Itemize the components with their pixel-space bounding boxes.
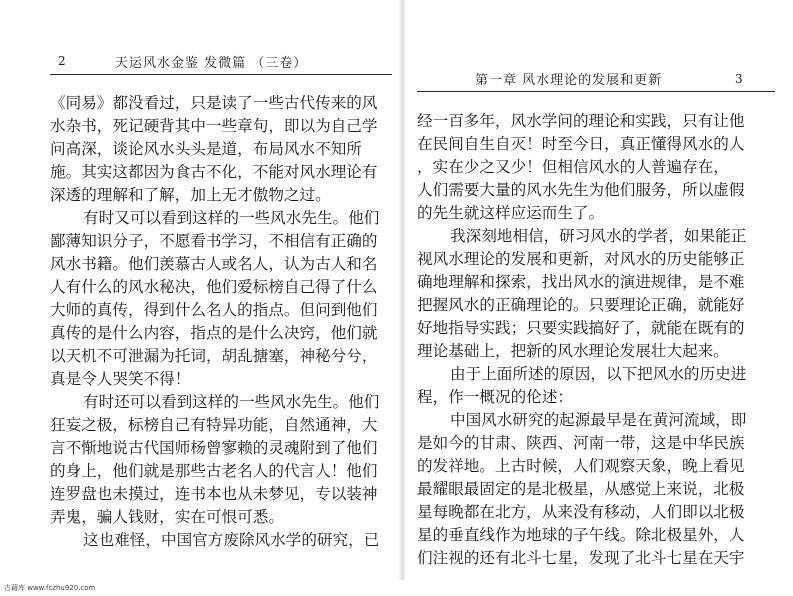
right-header-rule [417, 91, 775, 92]
text-line: 水杂书，死记硬背其中一些章句，即以为自己学 [50, 117, 378, 135]
text-line: 星的垂直线作为地球的子午线。除北极星外，人 [417, 526, 745, 544]
text-line: 经一百多年，风水学问的理论和实践，只有让他 [417, 112, 745, 130]
text-line: 弄鬼，骗人钱财，实在可恨可悉。 [50, 508, 284, 526]
text-line: 好地指导实践；只要实践搞好了，就能在既有的 [417, 319, 745, 337]
text-line: 视风水理论的发展和更新，对风水的历史能够正 [417, 250, 745, 268]
text-line: 星每晚都在北方，从来没有移动，人们即以北极 [417, 503, 745, 521]
text-line: 鄙薄知识分子，不愿看书学习，不相信有正确的 [50, 232, 378, 250]
left-running-head: 天运风水金鉴 发微篇 （三卷） [115, 56, 308, 71]
right-body-text [417, 110, 777, 570]
text-line: 《同易》都没看过，只是读了一些古代传来的风 [50, 94, 378, 112]
text-line: 最耀眼最固定的是北极星，从感觉上来说，北极 [417, 480, 745, 498]
text-line: 确地理解和探索，找出风水的演进规律，是不难 [417, 273, 745, 291]
text-line: 的身上，他们就是那些古老名人的代言人！他们 [50, 462, 378, 480]
text-line: 的先生就这样应运而生了。 [417, 204, 605, 222]
right-running-head: 第一章 风水理论的发展和更新 [475, 73, 663, 88]
text-line: 是如今的甘肃、陕西、河南一带，这是中华民族 [417, 434, 745, 452]
text-line: 连罗盘也未摸过，连书本也从未梦见，专以装神 [50, 485, 378, 503]
site-watermark: 古藉库 www.fczhu920.com [4, 584, 96, 592]
text-line: 这也难怪，中国官方废除风水学的研究，已 [83, 531, 380, 549]
text-line: 有时还可以看到这样的一些风水先生。他们 [83, 393, 380, 411]
text-line: 人有什么的风水秘决，他们爱标榜自己得了什么 [50, 278, 378, 296]
left-page-number: 2 [58, 54, 67, 68]
text-line: 有时又可以看到这样的一些风水先生。他们 [83, 209, 380, 227]
text-line: 我深刻地相信，研习风水的学者，如果能正 [450, 227, 747, 245]
text-line: 的发祥地。上古时候，人们观察天象，晚上看见 [417, 457, 745, 475]
text-line: 理论基础上，把新的风水理论发展壮大起来。 [417, 342, 729, 360]
text-line: 大师的真传，得到什么名人的指点。但问到他们 [50, 301, 378, 319]
text-line: ，实在少之又少！但相信风水的人普遍存在， [417, 158, 729, 176]
text-line: 中国风水研究的起源最早是在黄河流域，即 [450, 411, 747, 429]
text-line: 把握风水的正确理论的。只要理论正确，就能好 [417, 296, 745, 314]
text-line: 以天机不可泄漏为托词，胡乱搪塞，神秘兮兮， [50, 347, 378, 365]
text-line: 们注视的还有北斗七星，发现了北斗七星在天宇 [417, 549, 745, 567]
text-line: 施。其实这都因为食古不化，不能对风水理论有 [50, 163, 378, 181]
text-line: 在民间自生自灭！时至今日，真正懂得风水的人 [417, 135, 745, 153]
text-line: 狂妄之极，标榜自己有特异功能，自然通神，大 [50, 416, 378, 434]
text-line: 真传的是什么内容，指点的是什么决窍，他们就 [50, 324, 378, 342]
right-page-number: 3 [735, 72, 744, 86]
left-header-rule [50, 74, 392, 75]
text-line: 问高深，谈论风水头头是道，布局风水不知所 [50, 140, 362, 158]
text-line: 言不惭地说古代国师杨曾寥赖的灵魂附到了他们 [50, 439, 378, 457]
text-line: 人们需要大量的风水先生为他们服务，所以虚假 [417, 181, 745, 199]
text-line: 程，作一概况的伦述： [417, 388, 573, 406]
left-page [0, 0, 400, 580]
text-line: 真是令人哭笑不得！ [50, 370, 191, 388]
text-line: 深透的理解和了解，加上无才傲物之过。 [50, 186, 331, 204]
text-line: 风水书籍。他们羡慕古人或名人，认为古人和名 [50, 255, 378, 273]
right-page [405, 0, 793, 580]
left-body-text [50, 92, 395, 552]
text-line: 由于上面所述的原因，以下把风水的历史进 [450, 365, 747, 383]
